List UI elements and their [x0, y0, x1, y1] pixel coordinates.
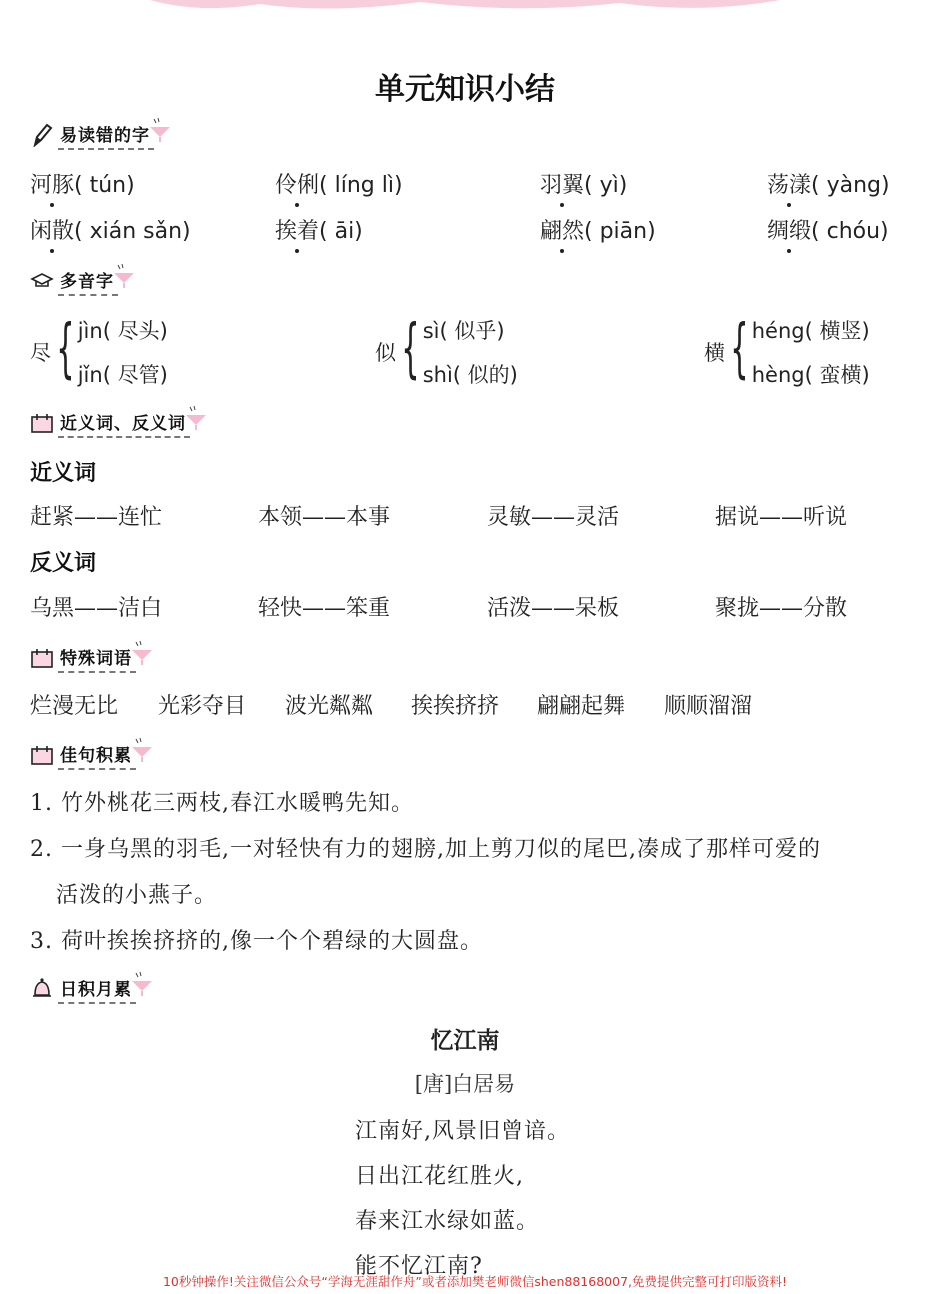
- section-header-polyphone: [30, 266, 136, 296]
- cocktail-decoration-icon: [130, 640, 154, 666]
- section-header-special-words: [30, 643, 154, 673]
- misread-pinyin: ( chóu): [811, 219, 889, 244]
- poem-line: 江南好,风景旧曾谙。: [355, 1119, 570, 1144]
- sentence-2: 2. 一身乌黑的羽毛,一对轻快有力的翅膀,加上剪刀似的尾巴,凑成了那样可爱的: [30, 837, 821, 862]
- misread-pinyin: ( tún): [74, 173, 135, 198]
- misread-pinyin: ( xián sǎn): [74, 219, 191, 244]
- polyphone-reading: jǐn( 尽管): [77, 363, 168, 387]
- misread-item: [540, 214, 656, 245]
- synonyms-row: [0, 500, 950, 532]
- top-decoration: [0, 0, 950, 14]
- misread-item: [767, 214, 889, 245]
- section-label: 佳句积累: [58, 741, 136, 770]
- poem-line: 能不忆江南?: [355, 1254, 483, 1279]
- misread-row-2: [0, 214, 950, 246]
- misread-row-1: [0, 168, 950, 200]
- poem-title: 忆江南: [430, 1028, 500, 1054]
- cocktail-decoration-icon: [130, 971, 154, 997]
- misread-word: 羽翼: [540, 168, 584, 199]
- misread-word: 伶俐: [275, 168, 319, 199]
- misread-item: [275, 168, 403, 199]
- brace-icon: {: [401, 312, 420, 386]
- brace-icon: {: [730, 312, 749, 386]
- sentence-1: 1. 竹外桃花三两枝,春江水暖鸭先知。: [30, 791, 414, 816]
- calendar-icon: [30, 411, 54, 435]
- misread-item: [540, 168, 627, 199]
- antonyms-row: [0, 591, 950, 623]
- cocktail-decoration-icon: [184, 405, 208, 431]
- special-words-row: [0, 689, 950, 721]
- cocktail-decoration-icon: [130, 737, 154, 763]
- special-word: 光彩夺目: [158, 694, 247, 719]
- section-label: 多音字: [58, 267, 118, 296]
- bell-icon: [30, 977, 54, 1001]
- special-word: 烂漫无比: [30, 694, 119, 719]
- synonym-pair: 本领——本事: [258, 505, 391, 530]
- misread-word: 绸缎: [767, 214, 811, 245]
- sentence-3: 3. 荷叶挨挨挤挤的,像一个个碧绿的大圆盘。: [30, 929, 483, 954]
- polyphone-item: [30, 312, 168, 392]
- polyphone-char: 似: [375, 341, 396, 365]
- synonym-pair: 赶紧——连忙: [30, 505, 163, 530]
- polyphone-reading: shì( 似的): [422, 363, 518, 387]
- misread-pinyin: ( piān): [584, 219, 656, 244]
- section-label: 易读错的字: [58, 121, 154, 150]
- misread-word: 荡漾: [767, 168, 811, 199]
- poem-line: 春来江水绿如蓝。: [355, 1209, 540, 1234]
- misread-pinyin: ( āi): [319, 219, 363, 244]
- antonym-pair: 轻快——笨重: [258, 596, 391, 621]
- pencil-icon: [30, 123, 54, 147]
- misread-pinyin: ( líng lì): [319, 173, 403, 198]
- antonyms-heading: 反义词: [30, 551, 97, 576]
- poem-author: [唐]白居易: [414, 1072, 516, 1096]
- special-word: 挨挨挤挤: [411, 694, 500, 719]
- antonym-pair: 活泼——呆板: [487, 596, 620, 621]
- polyphone-reading: hèng( 蛮横): [751, 363, 870, 387]
- cocktail-decoration-icon: [112, 263, 136, 289]
- antonym-pair: 乌黑——洁白: [30, 596, 163, 621]
- section-label: 近义词、反义词: [58, 409, 190, 438]
- misread-word: 挨着: [275, 214, 319, 245]
- page-title: 单元知识小结: [375, 72, 555, 107]
- sentence-2-continued: 活泼的小燕子。: [56, 883, 218, 908]
- misread-word: 河豚: [30, 168, 74, 199]
- section-label: 特殊词语: [58, 644, 136, 673]
- misread-pinyin: ( yì): [584, 173, 628, 198]
- calendar-icon: [30, 646, 54, 670]
- special-word: 顺顺溜溜: [664, 694, 753, 719]
- graduation-cap-icon: [30, 269, 54, 293]
- footer-notice: 10秒钟操作!关注微信公众号“学海无涯甜作舟”或者添加樊老师微信shen88168007,免费提供完整可打印版资料!: [162, 1274, 788, 1289]
- section-header-sentences: [30, 740, 154, 770]
- brace-icon: {: [56, 312, 75, 386]
- misread-word: 闲散: [30, 214, 74, 245]
- polyphone-reading: héng( 横竖): [751, 319, 870, 343]
- section-header-synonym-antonym: [30, 408, 208, 438]
- misread-pinyin: ( yàng): [811, 173, 890, 198]
- synonym-pair: 灵敏——灵活: [487, 505, 620, 530]
- polyphone-item: [704, 312, 870, 392]
- misread-item: [30, 168, 135, 199]
- polyphone-char: 横: [704, 341, 725, 365]
- misread-item: [767, 168, 890, 199]
- poem-line: 日出江花红胜火,: [355, 1164, 524, 1189]
- polyphone-item: [375, 312, 518, 392]
- calendar-icon: [30, 743, 54, 767]
- misread-item: [275, 214, 363, 245]
- section-header-misread: [30, 120, 172, 150]
- polyphone-char: 尽: [30, 341, 51, 365]
- special-word: 波光粼粼: [285, 694, 374, 719]
- special-word: 翩翩起舞: [537, 694, 626, 719]
- section-label: 日积月累: [58, 975, 136, 1004]
- misread-item: [30, 214, 191, 245]
- antonym-pair: 聚拢——分散: [715, 596, 848, 621]
- misread-word: 翩然: [540, 214, 584, 245]
- cocktail-decoration-icon: [148, 117, 172, 143]
- section-header-daily: [30, 974, 154, 1004]
- synonyms-heading: 近义词: [30, 461, 97, 486]
- polyphone-reading: jìn( 尽头): [77, 319, 168, 343]
- polyphone-reading: sì( 似乎): [422, 319, 505, 343]
- synonym-pair: 据说——听说: [715, 505, 848, 530]
